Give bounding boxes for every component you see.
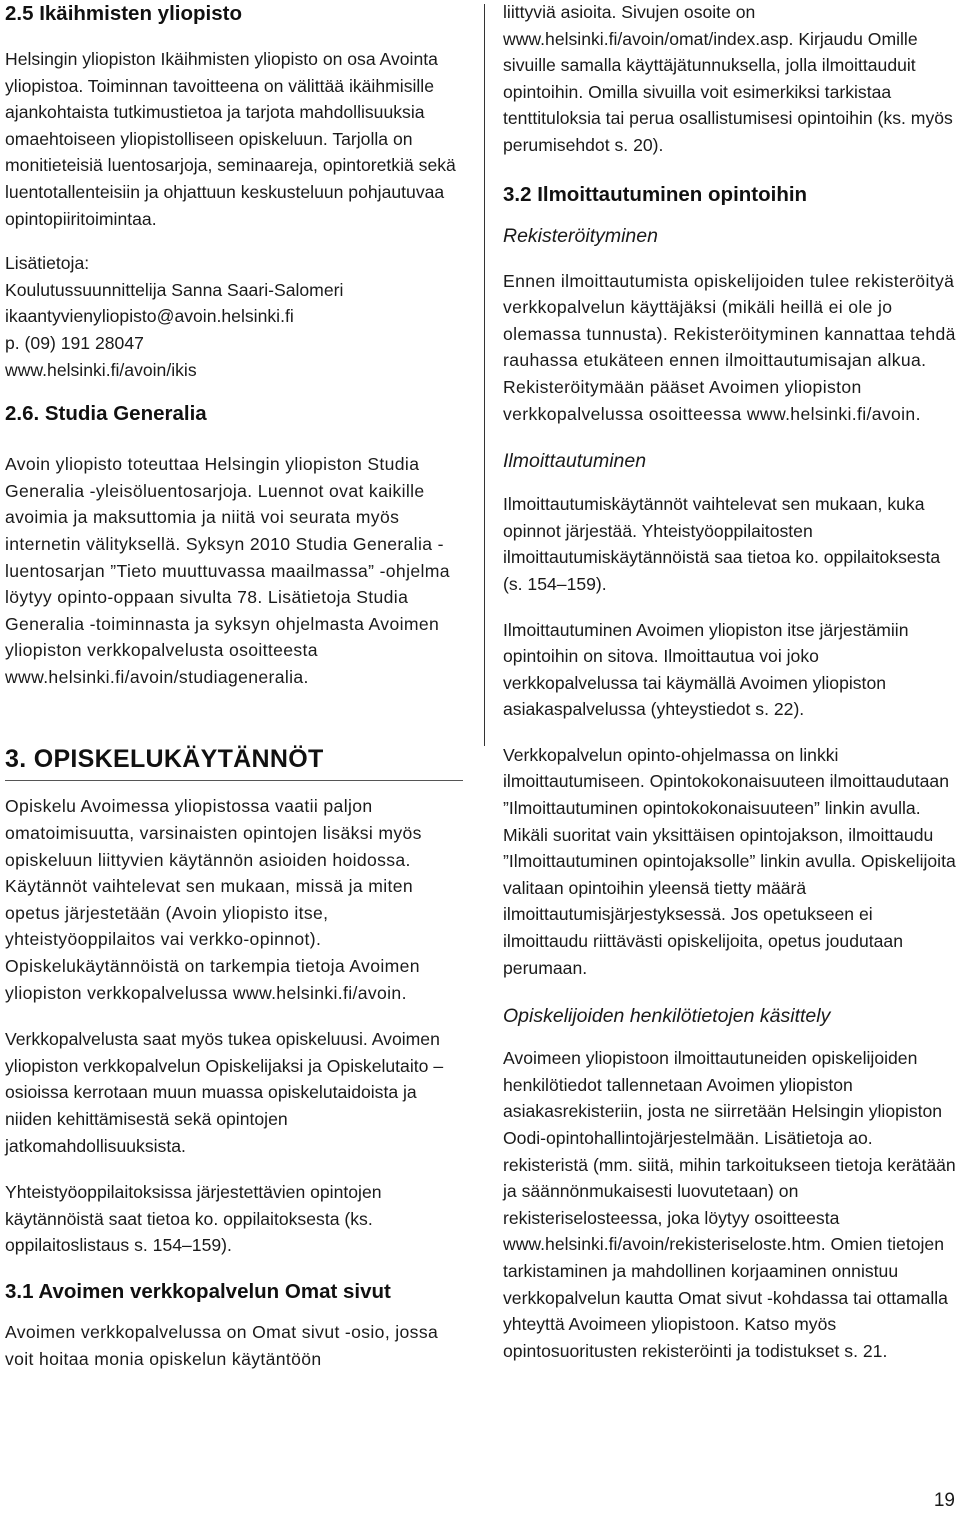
section-3-rule	[5, 780, 463, 781]
contact-block	[5, 250, 464, 383]
right-column	[503, 0, 957, 1364]
section-3-paragraph-3: Yhteistyöoppilaitoksissa järjestettävien opintojen käytännöistä saat tietoa ko. oppilaitoksesta (ks. oppilaitoslistaus s. 154–159).	[5, 1182, 382, 1256]
contact-email: ikaantyvienyliopisto@avoin.helsinki.fi	[5, 306, 294, 327]
section-3-title: 3. OPISKELUKÄYTÄNNÖT	[5, 745, 324, 774]
section-2-5-title: 2.5 Ikäihmisten yliopisto	[5, 2, 242, 25]
section-3-1-paragraph: Avoimen verkkopalvelussa on Omat sivut -osio, jossa voit hoitaa monia opiskelun käytäntöön	[5, 1321, 439, 1369]
contact-phone: p. (09) 191 28047	[5, 332, 144, 353]
enrollment-paragraph-2: Ilmoittautuminen Avoimen yliopiston itse järjestämiin opintoihin on sitova. Ilmoittautua voi joko verkkopalvelussa tai käymällä Avoimen yliopiston asiakaspalvelussa (yhteystiedot s. 22).	[503, 619, 909, 720]
subheading-personal-data: Opiskelijoiden henkilötietojen käsittely	[503, 1005, 831, 1028]
contact-label: Lisätietoja:	[5, 253, 90, 274]
page-number: 19	[933, 1490, 955, 1511]
section-3-paragraph-2: Verkkopalvelusta saat myös tukea opiskeluusi. Avoimen yliopiston verkkopalvelun Opiskelijaksi ja Opiskelutaito –osioissa kerrotaan muun muassa opiskelutaidoista ja niiden kehittämisestä sekä opintojen jatkomahdollisuuksista.	[5, 1029, 444, 1156]
column-divider	[484, 4, 485, 746]
enrollment-paragraph-3: Verkkopalvelun opinto-ohjelmassa on linkki ilmoittautumiseen. Opintokokonaisuuteen ilmoittaudutaan ”Ilmoittautuminen opintokokonaisuuteen” linkin avulla. Mikäli suoritat vain yksittäisen opintojakson, ilmoittaudu ”Ilmoittautuminen opintojaksolle” linkin avulla. Opiskelijoita valitaan opintoihin yleensä tietty määrä ilmoittautumisjärjestyksessä. Jos opetukseen ei ilmoittaudu riittävästi opiskelijoita, opetus joudutaan perumaan.	[503, 744, 956, 978]
registration-paragraph: Ennen ilmoittautumista opiskelijoiden tulee rekisteröityä verkkopalvelun käyttäjäksi (mikäli heillä ei ole jo olemassa tunnusta). Rekisteröityminen kannattaa tehdä rauhassa etukäteen ennen ilmoittautumisajan alkua. Rekisteröitymään pääset Avoimen yliopiston verkkopalvelussa osoitteessa www.helsinki.fi/avoin.	[503, 270, 956, 424]
personal-data-paragraph: Avoimeen yliopistoon ilmoittautuneiden opiskelijoiden henkilötiedot tallennetaan Avoimen yliopiston asiakasrekisteriin, josta ne siirretään Helsingin yliopiston Oodi-opintohallintojärjestelmään. Lisätietoja ao. rekisteristä (mm. siitä, mihin tarkoitukseen tietoja kerätään ja säännönmukaisesti luovutetaan) on rekisteriselosteessa, joka löytyy osoitteesta www.helsinki.fi/avoin/rekisteriseloste.htm. Omien tietojen tarkistaminen ja mahdollinen korjaaminen onnistuu verkkopalvelun kautta Omat sivut -kohdassa tai ottamalla yhteyttä Avoimeen yliopistoon. Katso myös opintosuoritusten rekisteröinti ja todistukset s. 21.	[503, 1048, 956, 1361]
section-3-1-title: 3.1 Avoimen verkkopalvelun Omat sivut	[5, 1279, 391, 1303]
subheading-enrollment: Ilmoittautuminen	[503, 450, 647, 473]
section-2-6-title: 2.6. Studia Generalia	[5, 402, 207, 426]
subheading-registration: Rekisteröityminen	[503, 224, 658, 247]
section-3-paragraph-1: Opiskelu Avoimessa yliopistossa vaatii paljon omatoimisuutta, varsinaisten opintojen lisäksi myös opiskeluun liittyvien käytännön asioiden hoidossa. Käytännöt vaihtelevat sen mukaan, missä ja miten opetus järjestetään (Avoin yliopisto itse, yhteistyöoppilaitos vai verkko-opinnot). Opiskelukäytännöistä on tarkempia tietoja Avoimen yliopiston verkkopalvelussa www.helsinki.fi/avoin.	[5, 796, 422, 1003]
enrollment-paragraph-1: Ilmoittautumiskäytännöt vaihtelevat sen mukaan, kuka opinnot järjestää. Yhteistyöoppilaitosten ilmoittautumiskäytännöistä saa tietoa ko. oppilaitoksesta (s. 154–159).	[503, 494, 941, 594]
section-2-5-paragraph: Helsingin yliopiston Ikäihmisten yliopisto on osa Avointa yliopistoa. Toiminnan tavoitteena on välittää ikäihmisille ajankohtaista tutkimustietoa ja tarjota mahdollisuuksia omaehtoiseen yliopistolliseen opiskeluun. Tarjolla on monitieteisiä luentosarjoja, seminaareja, opintoretkiä sekä luentotallenteisiin ja ohjattuun keskusteluun pohjautuvaa opintopiiritoimintaa.	[5, 49, 456, 229]
section-2-6-paragraph: Avoin yliopisto toteuttaa Helsingin yliopiston Studia Generalia -yleisöluentosarjoja. Luennot ovat kaikille avoimia ja maksuttomia ja niitä voi seurata myös internetin välityksellä. Syksyn 2010 Studia Generalia -luentosarjan ”Tieto muuttuvassa maailmassa” -ohjelma löytyy opinto-oppaan sivulta 78. Lisätietoja Studia Generalia -toiminnasta ja syksyn ohjelmasta Avoimen yliopiston verkkopalvelusta osoitteesta www.helsinki.fi/avoin/studiageneralia.	[5, 454, 450, 687]
section-3-1-paragraph-continued: liittyviä asioita. Sivujen osoite on www.helsinki.fi/avoin/omat/index.asp. Kirjaudu Omille sivuille samalla käyttäjätunnuksella, jolla ilmoittauduit opintoihin. Omilla sivuilla voit esimerkiksi tarkistaa tenttituloksia tai perua osallistumisesi opintoihin (ks. myös perumisehdot s. 20).	[503, 2, 953, 155]
contact-person: Koulutussuunnittelija Sanna Saari-Salomeri	[5, 279, 344, 300]
section-3-2-title: 3.2 Ilmoittautuminen opintoihin	[503, 182, 808, 206]
contact-website: www.helsinki.fi/avoin/ikis	[5, 359, 197, 380]
left-column	[5, 0, 464, 1372]
